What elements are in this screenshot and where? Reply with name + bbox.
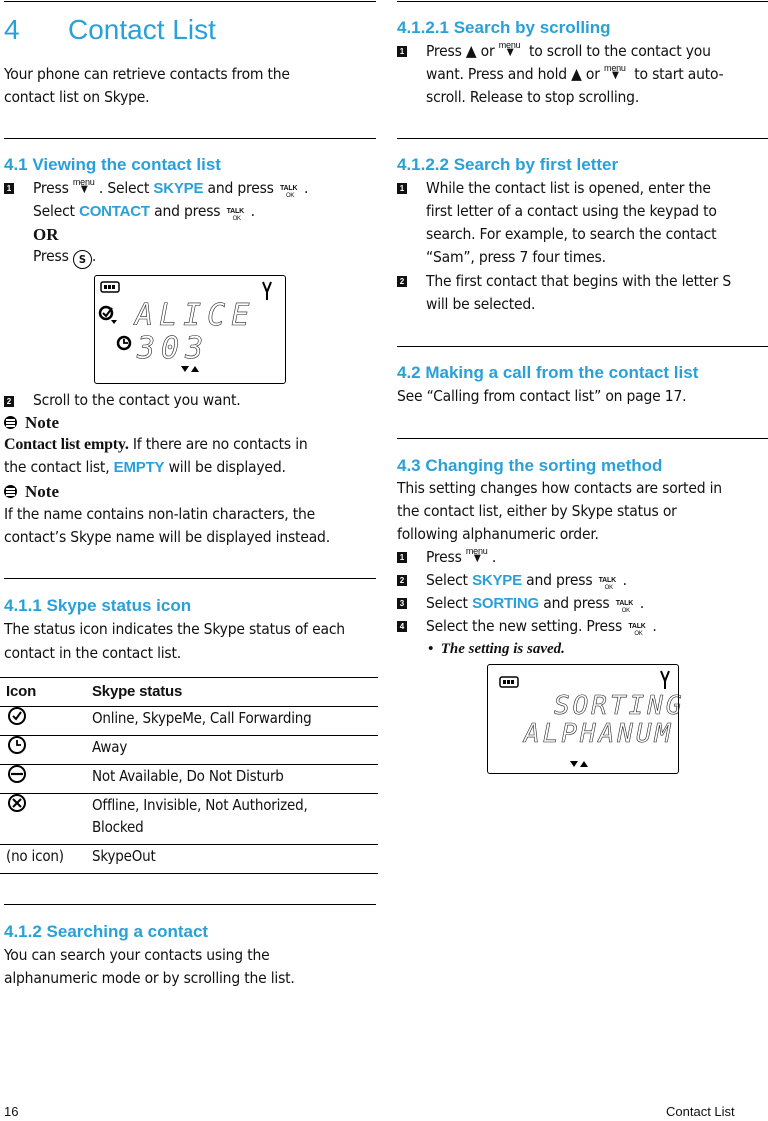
s412-line2: alphanumeric mode or by scrolling the list. (4, 969, 295, 987)
s4121-line2: want. Press and hold ▲ or menu ▼ to start auto- (426, 63, 724, 83)
table-row (0, 794, 378, 845)
chapter-number: 4 (4, 14, 20, 45)
menu-down-key-icon: menu ▼ (72, 177, 95, 195)
s4122-step1-line4: “Sam”, press 7 four times. (426, 248, 606, 266)
rule-412 (4, 904, 376, 905)
talk-ok-key-icon: TALK OK (598, 577, 616, 591)
intro-line-2: contact list on Skype. (4, 88, 150, 106)
online-status-icon (8, 707, 26, 725)
note-1-line2: the contact list, EMPTY will be displayed. (4, 458, 286, 476)
offline-status-icon (8, 794, 26, 812)
step-number-1: 1 (397, 183, 407, 194)
rule-42 (397, 346, 768, 347)
s41-step1-line4: Press S . (33, 245, 96, 269)
step-number-1: 1 (397, 552, 407, 563)
step-number-3: 3 (397, 598, 407, 609)
intro-line-1: Your phone can retrieve contacts from the (4, 65, 290, 83)
s41-step1-line1: Press menu ▼ . Select SKYPE and press TALK OK . (33, 177, 309, 199)
menu-down-key-icon: menu ▼ (498, 40, 521, 58)
heading-4-1-2: 4.1.2 Searching a contact (4, 922, 209, 941)
s411-line2: contact in the contact list. (4, 644, 181, 662)
handset-display-contact (94, 275, 286, 384)
s4122-step1-line2: first letter of a contact using the keypad to (426, 202, 717, 220)
footer-section: Contact List (666, 1104, 735, 1119)
status-cell: SkypeOut (86, 845, 378, 874)
note-2-line1: If the name contains non-latin characters, the (4, 505, 316, 523)
heading-4-1-1: 4.1.1 Skype status icon (4, 596, 192, 615)
rule-43 (397, 438, 768, 439)
s4122-step1-line1: While the contact list is opened, enter the (426, 179, 711, 197)
s41-step2: Scroll to the contact you want. (33, 391, 241, 409)
rule-411 (4, 578, 376, 579)
table-header-icon: Icon (0, 678, 86, 707)
s4122-step2-line2: will be selected. (426, 295, 536, 313)
status-cell: Online, SkypeMe, Call Forwarding (86, 707, 378, 736)
heading-4-2: 4.2 Making a call from the contact list (397, 363, 699, 382)
step-number-1: 1 (397, 46, 407, 57)
s411-line1: The status icon indicates the Skype status of each (4, 620, 345, 638)
talk-ok-key-icon: TALK OK (226, 208, 244, 222)
status-cell: Offline, Invisible, Not Authorized, Blocked (86, 794, 378, 845)
status-cell: Away (86, 736, 378, 765)
heading-4-1: 4.1 Viewing the contact list (4, 155, 221, 174)
table-header-status: Skype status (86, 678, 378, 707)
menu-down-key-icon: menu ▼ (465, 546, 488, 564)
display-line-setting: SORTING (554, 691, 685, 721)
heading-4-1-2-1: 4.1.2.1 Search by scrolling (397, 18, 611, 37)
menu-down-key-icon: menu ▼ (604, 63, 626, 81)
s43-result: • The setting is saved. (428, 641, 565, 657)
top-rule-right (397, 1, 768, 2)
note-1-line1: Contact list empty. If there are no contacts in (4, 435, 308, 453)
rule-41 (4, 138, 376, 139)
s43-step1: Press menu ▼ . (426, 546, 497, 566)
no-icon-cell: (no icon) (0, 845, 86, 874)
talk-ok-key-icon: TALK OK (628, 623, 646, 637)
talk-ok-key-icon: TALK OK (279, 185, 298, 199)
display-line-value: ALPHANUM (524, 719, 674, 749)
heading-4-1-2-2: 4.1.2.2 Search by first letter (397, 155, 619, 174)
s42-text[interactable]: See “Calling from contact list” on page 17. (397, 387, 687, 405)
s41-step1-line2: Select CONTACT and press TALK OK . (33, 202, 255, 222)
s4121-line1: Press ▲ or menu ▼ to scroll to the contact you (426, 40, 711, 60)
display-line-number: 303 (137, 331, 210, 366)
s43-line3: following alphanumeric order. (397, 525, 599, 543)
step-number-2: 2 (4, 396, 14, 407)
heading-4-3: 4.3 Changing the sorting method (397, 456, 663, 475)
talk-ok-key-icon: TALK OK (615, 600, 634, 614)
s43-step4: Select the new setting. Press TALK OK . (426, 617, 657, 637)
handset-display-sorting (487, 664, 685, 774)
status-cell: Not Available, Do Not Disturb (86, 765, 378, 794)
step-number-2: 2 (397, 276, 407, 287)
top-rule-left (4, 1, 376, 2)
rule-4122 (397, 138, 768, 139)
s43-line1: This setting changes how contacts are sorted in (397, 479, 722, 497)
s4121-line3: scroll. Release to stop scrolling. (426, 88, 640, 106)
note-1-header: Note (4, 411, 59, 434)
table-row (0, 736, 378, 765)
s4122-step1-line3: search. For example, to search the contact (426, 225, 717, 243)
note-icon (4, 416, 17, 429)
status-table (0, 677, 378, 874)
note-2-header: Note (4, 480, 59, 503)
s41-or: OR (33, 225, 59, 244)
table-row (0, 707, 378, 736)
not-available-status-icon (8, 765, 26, 783)
step-number-1: 1 (4, 183, 14, 194)
page-number: 16 (4, 1104, 19, 1119)
s4122-step2-line1: The first contact that begins with the letter S (426, 272, 731, 290)
skype-key-icon: S (73, 250, 92, 269)
s43-line2: the contact list, either by Skype status or (397, 502, 677, 520)
s43-step3: Select SORTING and press TALK OK . (426, 594, 644, 614)
table-header-row (0, 678, 378, 707)
s43-step2: Select SKYPE and press TALK OK . (426, 571, 627, 591)
away-status-icon (8, 736, 26, 754)
s412-line1: You can search your contacts using the (4, 946, 270, 964)
chapter-title: Contact List (68, 14, 216, 45)
step-number-2: 2 (397, 575, 407, 586)
display-line-name: ALICE (135, 298, 256, 333)
table-row (0, 845, 378, 874)
note-2-line2: contact’s Skype name will be displayed instead. (4, 528, 330, 546)
table-row (0, 765, 378, 794)
step-number-4: 4 (397, 621, 407, 632)
note-icon (4, 485, 17, 498)
